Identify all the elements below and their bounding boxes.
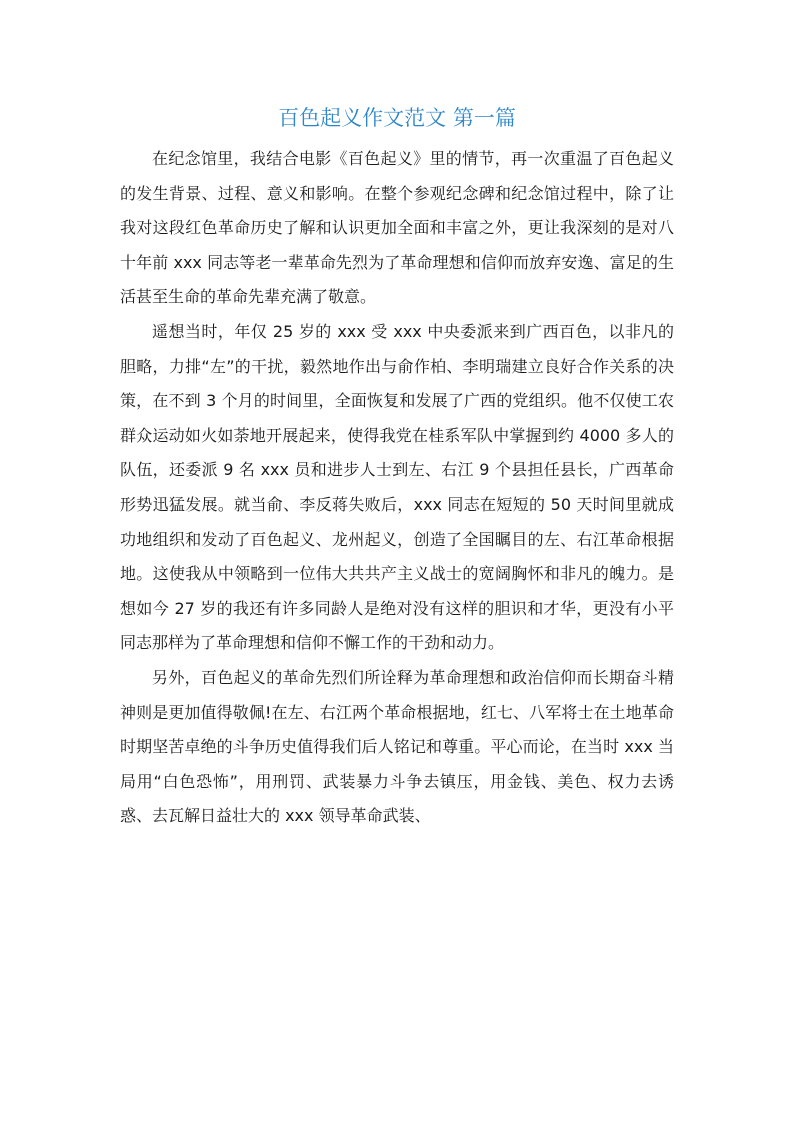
paragraph-3: 另外，百色起义的革命先烈们所诠释为革命理想和政治信仰而长期奋斗精神则是更加值得敬佩!在左、右江两个革命根据地，红七、八军将士在土地革命时期坚苦卓绝的斗争历史值得我们后人铭记和尊重。平心而论，在当时 xxx 当局用“白色恐怖”，用刑罚、武装暴力斗争去镇压，用金钱、美色、权力去诱惑、去瓦解日益壮大的 xxx 领导革命武装、 — [120, 667, 674, 826]
document-title: 百色起义作文范文 第一篇 — [278, 106, 516, 130]
paragraph-1: 在纪念馆里，我结合电影《百色起义》里的情节，再一次重温了百色起义的发生背景、过程、意义和影响。在整个参观纪念碑和纪念馆过程中，除了让我对这段红色革命历史了解和认识更加全面和丰富之外，更让我深刻的是对八十年前 xxx 同志等老一辈革命先烈为了革命理想和信仰而放弃安逸、富足的生活甚至生命的革命先辈充满了敬意。 — [120, 149, 674, 307]
document-body — [120, 142, 674, 834]
paragraph-2: 遥想当时，年仅 25 岁的 xxx 受 xxx 中央委派来到广西百色，以非凡的胆略，力排“左”的干扰，毅然地作出与俞作柏、李明瑞建立良好合作关系的决策，在不到 3 个月的时间里，全面恢复和发展了广西的党组织。他不仅使工农群众运动如火如荼地开展起来，使得我党在桂系军队中掌握到约 4000 多人的队伍，还委派 9 名 xxx 员和进步人士到左、右江 9 个县担任县长，广西革命形势迅猛发展。就当俞、李反蒋失败后，xxx 同志在短短的 50 天时间里就成功地组织和发动了百色起义、龙州起义，创造了全国瞩目的左、右江革命根据地。这使我从中领略到一位伟大共共产主义战士的宽阔胸怀和非凡的魄力。是想如今 27 岁的我还有许多同龄人是绝对没有这样的胆识和才华，更没有小平同志那样为了革命理想和信仰不懈工作的干劲和动力。 — [120, 321, 674, 653]
